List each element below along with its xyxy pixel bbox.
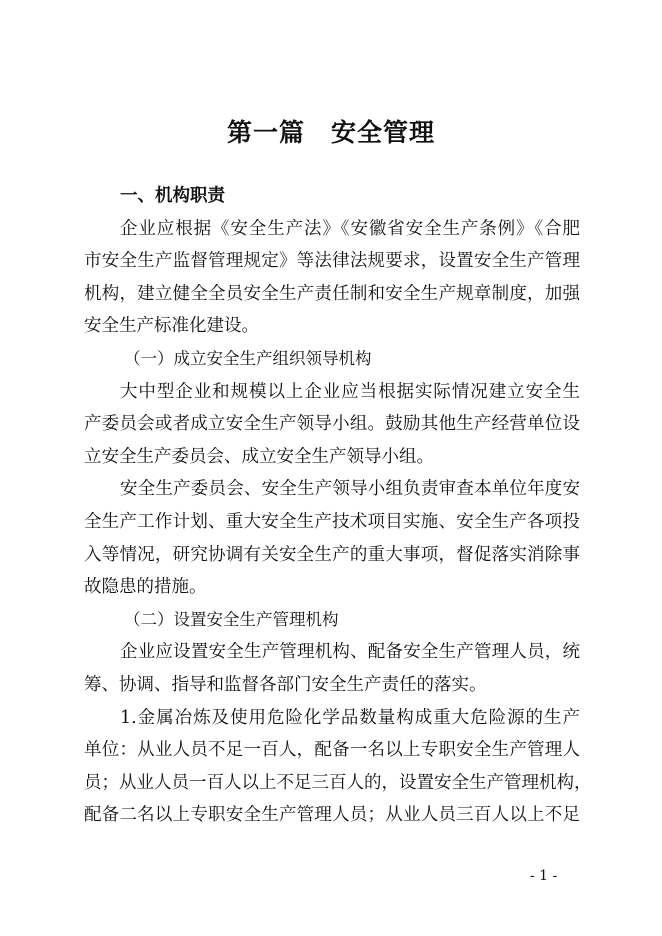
paragraph-line: 故隐患的措施。 bbox=[84, 577, 207, 598]
section-heading: 一、机构职责 bbox=[120, 186, 225, 206]
page-title: 第一篇 安全管理 bbox=[226, 118, 435, 147]
paragraph-line: 产委员会或者成立安全生产领导小组。鼓励其他生产经营单位设 bbox=[84, 414, 580, 435]
document-body bbox=[84, 180, 592, 832]
subsection-heading: （一）成立安全生产组织领导机构 bbox=[124, 348, 372, 368]
paragraph-line: 1.金属冶炼及使用危险化学品数量构成重大危险源的生产 bbox=[120, 707, 580, 728]
page-number: - 1 - bbox=[530, 868, 558, 884]
paragraph-line: 企业应设置安全生产管理机构、配备安全生产管理人员，统 bbox=[120, 642, 580, 663]
paragraph-line: 入等情况，研究协调有关安全生产的重大事项，督促落实消除事 bbox=[84, 544, 580, 565]
paragraph-line: 安全生产标准化建设。 bbox=[84, 316, 259, 337]
paragraph-line: 员；从业人员一百人以上不足三百人的，设置安全生产管理机构， bbox=[84, 772, 592, 793]
paragraph-line: 安全生产委员会、安全生产领导小组负责审查本单位年度安 bbox=[120, 479, 580, 500]
paragraph-line: 配备二名以上专职安全生产管理人员；从业人员三百人以上不足 bbox=[84, 805, 580, 826]
paragraph-line: 筹、协调、指导和监督各部门安全生产责任的落实。 bbox=[84, 674, 487, 695]
paragraph-line: 机构，建立健全全员安全生产责任制和安全生产规章制度，加强 bbox=[84, 283, 580, 304]
paragraph-line: 市安全生产监督管理规定》等法律法规要求，设置安全生产管理 bbox=[84, 251, 580, 272]
paragraph-line: 全生产工作计划、重大安全生产技术项目实施、安全生产各项投 bbox=[84, 511, 580, 532]
paragraph-line: 企业应根据《安全生产法》《安徽省安全生产条例》《合肥 bbox=[120, 218, 580, 239]
subsection-heading: （二）设置安全生产管理机构 bbox=[124, 609, 339, 629]
paragraph-line: 单位：从业人员不足一百人，配备一名以上专职安全生产管理人 bbox=[84, 740, 580, 761]
paragraph-line: 大中型企业和规模以上企业应当根据实际情况建立安全生 bbox=[120, 381, 580, 402]
paragraph-line: 立安全生产委员会、成立安全生产领导小组。 bbox=[84, 446, 434, 467]
